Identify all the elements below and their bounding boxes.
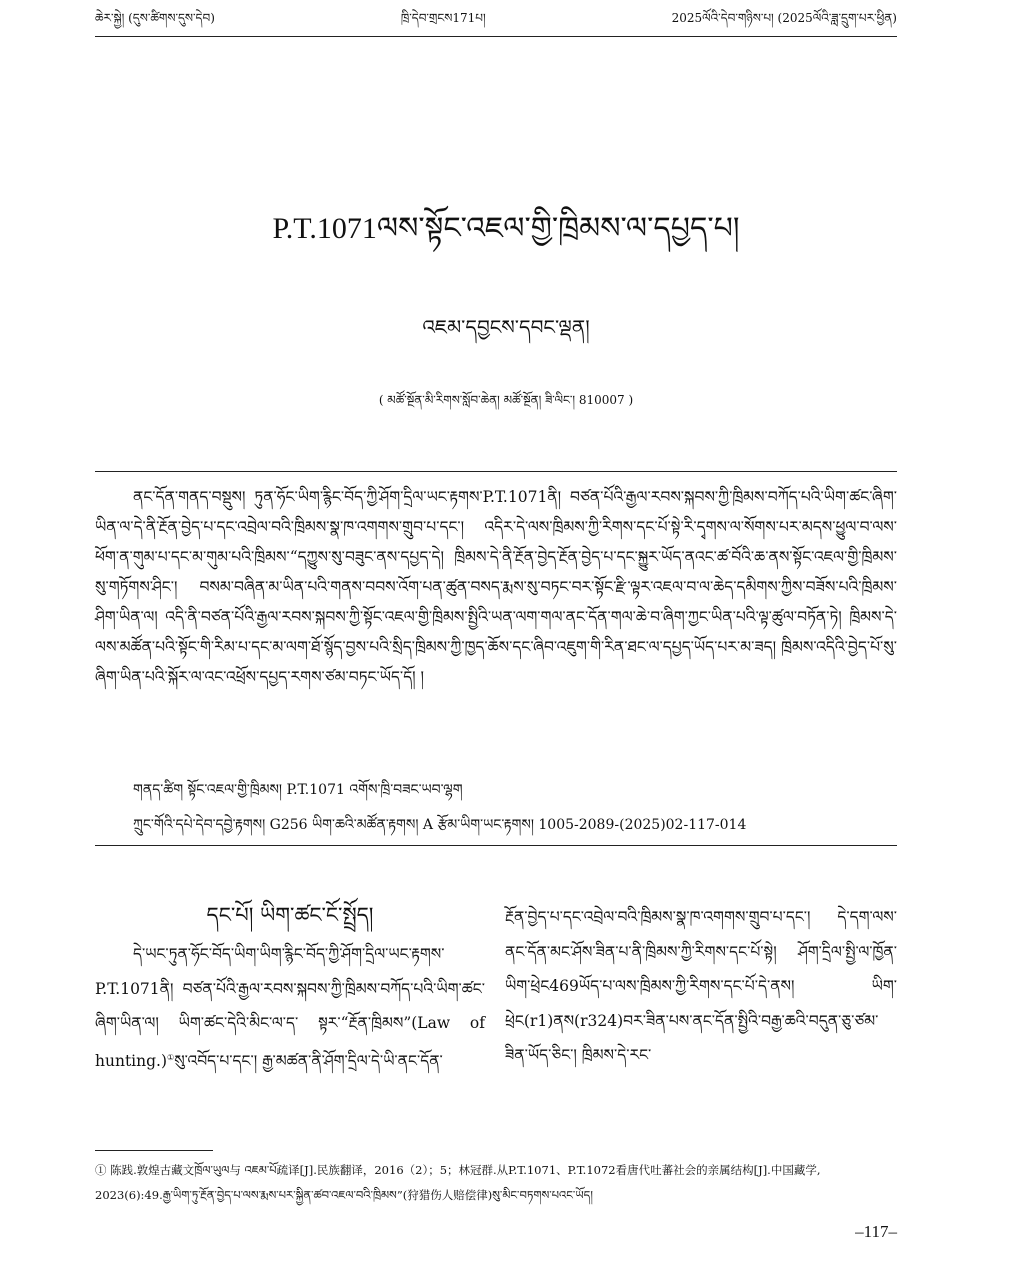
- section-heading: དང་པོ། ཡིག་ཚང་ངོ་སྤྲོད།: [206, 903, 374, 927]
- body-left-text-1: དེ་ཡང་ཏུན་ཧོང་བོད་ཡིག་ཡིག་རྙིང་བོད་ཀྱི་ཤོག་དྲིལ་ཡང་རྟགས་P.T.1071ནི། བཙན་པོའི་རྒྱལ་རབས་སྐབས་ཀྱི་ཁྲིམས་བཀོད་པའི་ཡིག་ཚང་ཞིག་ཡིན་ལ། ཡིག་ཚང་དེའི་མིང་ལ་ད་ སྟར་“རྔོན་ཁྲིམས”(Law of hunting.): [95, 945, 485, 1070]
- footnote-divider: [95, 1150, 213, 1151]
- author-name: འཇམ་དབྱངས་དབང་ལྡན།: [422, 315, 590, 339]
- header-journal-name: ཆེར་སྐྱེ། (དུས་ཚིགས་དུས་དེབ): [95, 11, 215, 25]
- footnote: ① 陈践.敦煌古藏文ཁྲོལ་ཡུལ与 འཇམ་པོ疏译[J].民族翻译，2016（2）；5；林冠群.从P.T.1071、P.T.1072看唐代吐蕃社会的亲属结构[J].中国藏学, 2023(6):49.རྒྱ་ཡིག་ཏུ་རྔོན་བྱེད་པ་ལས་རྨས་པར་སྐྱིན་ཚབ་འཇལ་བའི་ཁྲིམས”(狩猎伤人赔偿律)སུ་མིང་བཏགས་པའང་ཡོད།: [95, 1163, 821, 1202]
- running-header: [95, 10, 897, 37]
- body-left-text-2: སུ་འབོད་པ་དང་། རྒྱ་མཚན་ནི་ཤོག་དྲིལ་དེ་ཡི་ནང་དོན་: [174, 1051, 443, 1070]
- keywords-value: སྟོང་འཇལ་གྱི་ཁྲིམས། P.T.1071 འགོས་ཁྲི་བཟང་ཡབ་ལྷག: [187, 782, 463, 798]
- article-title: P.T.1071ལས་སྟོང་འཇལ་གྱི་ཁྲིམས་ལ་དཔྱད་པ།: [272, 212, 740, 245]
- page-number: –117–: [855, 1222, 897, 1241]
- keywords-line: [133, 773, 463, 813]
- body-paragraph-right: རྔོན་བྱེད་པ་དང་འབྲེལ་བའི་ཁྲིམས་སྣ་ཁ་འགགས་གྲུབ་པ་དང་། དེ་དག་ལས་ནང་དོན་མང་ཤོས་ཟིན་པ་ནི་ཁྲིམས་ཀྱི་རིགས་དང་པོ་སྟེ། ཤོག་དྲིལ་སྤྱི་ལ་ཁྱོན་ཡིག་ཕྲེང469ཡོད་པ་ལས་ཁྲིམས་ཀྱི་རིགས་དང་པོ་དེ་ནས། ཡིག་ཕྲེང(r1)ནས(r324)བར་ཟིན་པས་ནང་དོན་སྤྱིའི་བརྒྱ་ཆའི་བདུན་ཅུ་ཙམ་ཟིན་ཡོད་ཅིང་། ཁྲིམས་དེ་རང་: [505, 908, 897, 1064]
- header-issue-total: ཁྲི་དེབ་གྲངས171པ།: [400, 11, 486, 25]
- author-affiliation: ( མཚོ་སྔོན་མི་རིགས་སློབ་ཆེན། མཚོ་སྔོན། ཟི་ལིང་། 810007 ): [378, 393, 634, 407]
- left-column: [95, 895, 485, 1078]
- body-paragraph-left: [95, 937, 485, 1078]
- abstract-box: [95, 471, 897, 846]
- keywords-label: གནད་ཚིག: [133, 782, 184, 798]
- classification-line: ཀྲུང་གོའི་དཔེ་དེབ་དབྱེ་རྟགས། G256 ཡིག་ཆའི་མཚོན་རྟགས། A རྩོམ་ཡིག་ཡང་རྟགས། 1005-2089-(2025)02-117-014: [133, 817, 747, 833]
- abstract-text: ནང་དོན་གནད་བསྡུས། ཏུན་ཧོང་ཡིག་རྙིང་བོད་ཀྱི་ཤོག་དྲིལ་ཡང་རྟགས་P.T.1071ནི། བཙན་པོའི་རྒྱལ་རབས་སྐབས་ཀྱི་ཁྲིམས་བཀོད་པའི་ཡིག་ཚང་ཞིག་ཡིན་ལ་དེ་ནི་རྔོན་བྱེད་པ་དང་འབྲེལ་བའི་ཁྲིམས་སྣ་ཁ་འགགས་གྲུབ་པ་དང་། འདིར་དེ་ལས་ཁྲིམས་ཀྱི་རིགས་དང་པོ་སྟེ་རི་དྭགས་ལ་སོགས་པར་མདས་ཕྱུལ་བ་ལས་ཕོག་ན་གུམ་པ་དང་མ་གུམ་པའི་ཁྲིམས་“དཀྱུས་སུ་བཟུང་ནས་དཔྱད་དེ། ཁྲིམས་དེ་ནི་རྔོན་བྱེད་རྔོན་བྱེད་པ་དང་སྐྱུར་ཡོད་ནའང་ཚ་བོའི་ཆ་ནས་སྟོང་འཇལ་གྱི་ཁྲིམས་སུ་གཏོགས་ཤིང་། བསམ་བཞིན་མ་ཡིན་པའི་གནས་བབས་འོག་པན་ཚུན་བསད་རྨས་སུ་བཏང་བར་སྟོང་རྫི་ལྟར་འཇལ་བ་ལ་ཆེད་དམིགས་ཀྱིས་བཟོས་པའི་ཁྲིམས་ཤིག་ཡིན་ལ། འདི་ནི་བཙན་པོའི་རྒྱལ་རབས་སྐབས་ཀྱི་སྟོང་འཇལ་གྱི་ཁྲིམས་སྤྱིའི་ཡན་ལག་གལ་ནང་དོན་གལ་ཆེ་བ་ཞིག་ཀྱང་ཡིན་པའི་ལྟ་ཚུལ་བཏོན་ཏེ། ཁྲིམས་དེ་ལས་མཚོན་པའི་སྟོང་གི་རིམ་པ་དང་མ་ལག་ཐོ་སྙོད་བྱས་པའི་སྲིད་ཁྲིམས་ཀྱི་ཁྱད་ཆོས་དང་ཞིབ་འཇུག་གི་རིན་ཐང་ལ་དཔྱད་ཡོད་པར་མ་ཟད། ཁྲིམས་འདིའི་བྱེད་པོ་སུ་ཞིག་ཡིན་པའི་སྐོར་ལ་འང་འཕྲོས་དཔྱད་རགས་ཙམ་བཏང་ཡོད་དོ། །: [95, 488, 897, 686]
- footnote-reference: ①: [167, 1052, 175, 1062]
- header-issue-date: 2025ལོའི་དེབ་གཉིས་པ། (2025ལོའི་ཟླ་དྲུག་པར་ཕྱིན): [671, 11, 897, 25]
